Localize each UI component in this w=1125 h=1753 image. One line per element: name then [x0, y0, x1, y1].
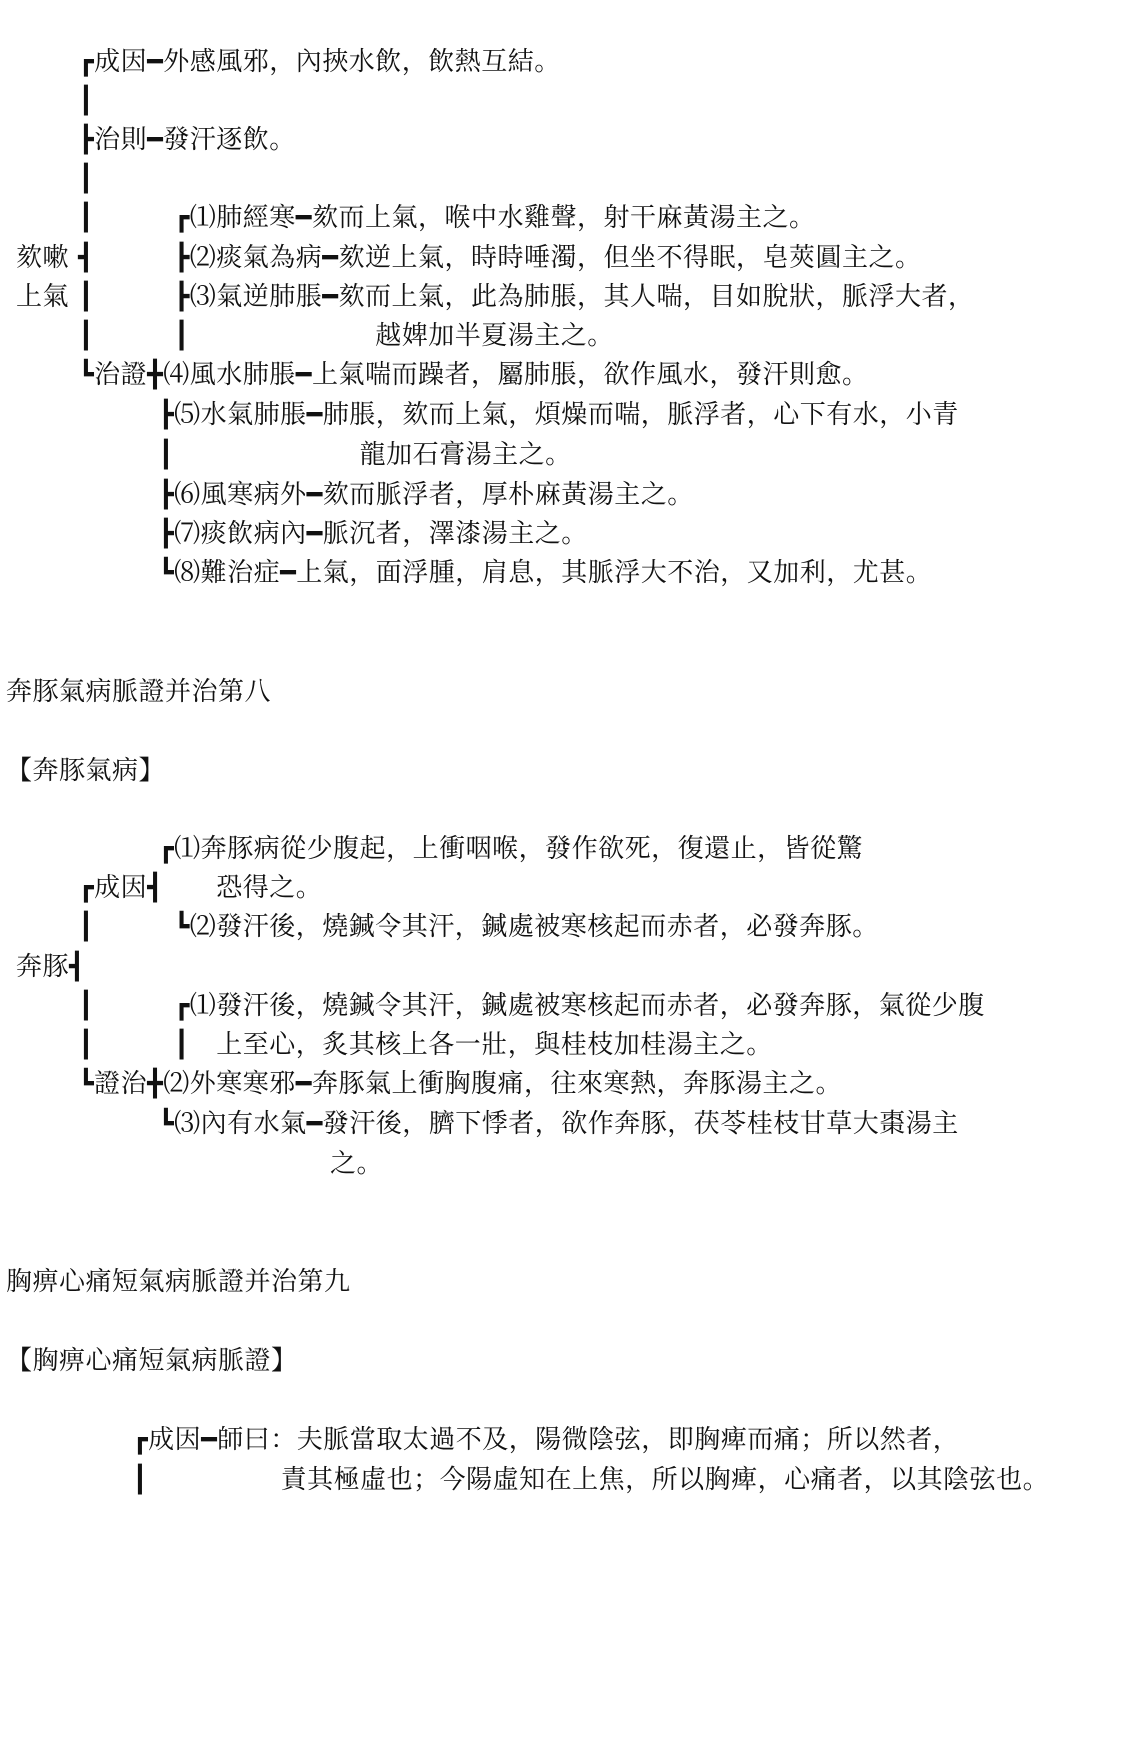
- s9-line-1: ┏成因━師曰：夫脈當取太過不及，陽微陰弦，即胸痺而痛；所以然者，: [132, 1425, 960, 1455]
- s8-line-7: ┗證治╋⑵外寒寒邪━奔豚氣上衝胸腹痛，往來寒熱，奔豚湯主之。: [78, 1069, 842, 1099]
- s7-line-6: ┫ ┣⑵痰氣為病━欬逆上氣，時時唾濁，但坐不得眠，皂莢圓主之。: [78, 243, 922, 273]
- s7-line-4: ┃: [78, 164, 95, 194]
- s8-line-4: 奔豚┫: [16, 952, 86, 982]
- s7-line-3: ┣治則━發汗逐飲。: [78, 125, 296, 155]
- s7-line-10: ┣⑸水氣肺脹━肺脹，欬而上氣，煩燥而喘，脈浮者，心下有水，小青: [158, 400, 959, 430]
- section-8-subheading: 【奔豚氣病】: [6, 756, 166, 786]
- s9-line-2: ┃ 責其極虛也；今陽虛知在上焦，所以胸痺，心痛者，以其陰弦也。: [132, 1465, 1050, 1495]
- s7-line-5: ┃ ┏⑴肺經寒━欬而上氣，喉中水雞聲，射干麻黃湯主之。: [78, 203, 816, 233]
- s8-line-3: ┃ ┗⑵發汗後，燒鍼令其汗，鍼處被寒核起而赤者，必發奔豚。: [78, 912, 879, 942]
- s7-line-8: ┃ ┃ 越婢加半夏湯主之。: [78, 321, 614, 351]
- s7-line-1: ┏成因━外感風邪，內挾水飲，飲熱互結。: [78, 47, 561, 77]
- s7-line-7: ┃ ┣⑶氣逆肺脹━欬而上氣，此為肺脹，其人喘，目如脫狀，脈浮大者，: [78, 282, 975, 312]
- s7-line-2: ┃: [78, 86, 95, 116]
- section-9-heading: 胸痹心痛短氣病脈證并治第九: [6, 1267, 351, 1297]
- s8-line-9: 之。: [330, 1149, 384, 1179]
- s8-line-2: ┏成因┫ 恐得之。: [78, 873, 323, 903]
- s8-line-8: ┗⑶內有水氣━發汗後，臍下悸者，欲作奔豚，茯苓桂枝甘草大棗湯主: [158, 1109, 959, 1139]
- s7-root-label-1: 欬嗽: [16, 243, 70, 273]
- s7-line-12: ┣⑹風寒病外━欬而脈浮者，厚朴麻黃湯主之。: [158, 480, 694, 510]
- s7-line-11: ┃ 龍加石膏湯主之。: [158, 440, 572, 470]
- s7-line-13: ┣⑺痰飲病內━脈沉者，澤漆湯主之。: [158, 519, 588, 549]
- s8-line-5: ┃ ┏⑴發汗後，燒鍼令其汗，鍼處被寒核起而赤者，必發奔豚，氣從少腹: [78, 991, 985, 1021]
- s7-line-14: ┗⑻難治症━上氣，面浮腫，肩息，其脈浮大不治，又加利，尤甚。: [158, 558, 933, 588]
- section-8-heading: 奔豚氣病脈證并治第八: [6, 677, 272, 707]
- s8-line-6: ┃ ┃ 上至心，炙其核上各一壯，與桂枝加桂湯主之。: [78, 1030, 773, 1060]
- s7-line-9: ┗治證╋⑷風水肺脹━上氣喘而躁者，屬肺脹，欲作風水，發汗則愈。: [78, 360, 869, 390]
- s7-root-label-2: 上氣: [16, 282, 70, 312]
- s8-line-1: ┏⑴奔豚病從少腹起，上衝咽喉，發作欲死，復還止，皆從驚: [158, 834, 864, 864]
- section-9-subheading: 【胸痹心痛短氣病脈證】: [6, 1346, 298, 1376]
